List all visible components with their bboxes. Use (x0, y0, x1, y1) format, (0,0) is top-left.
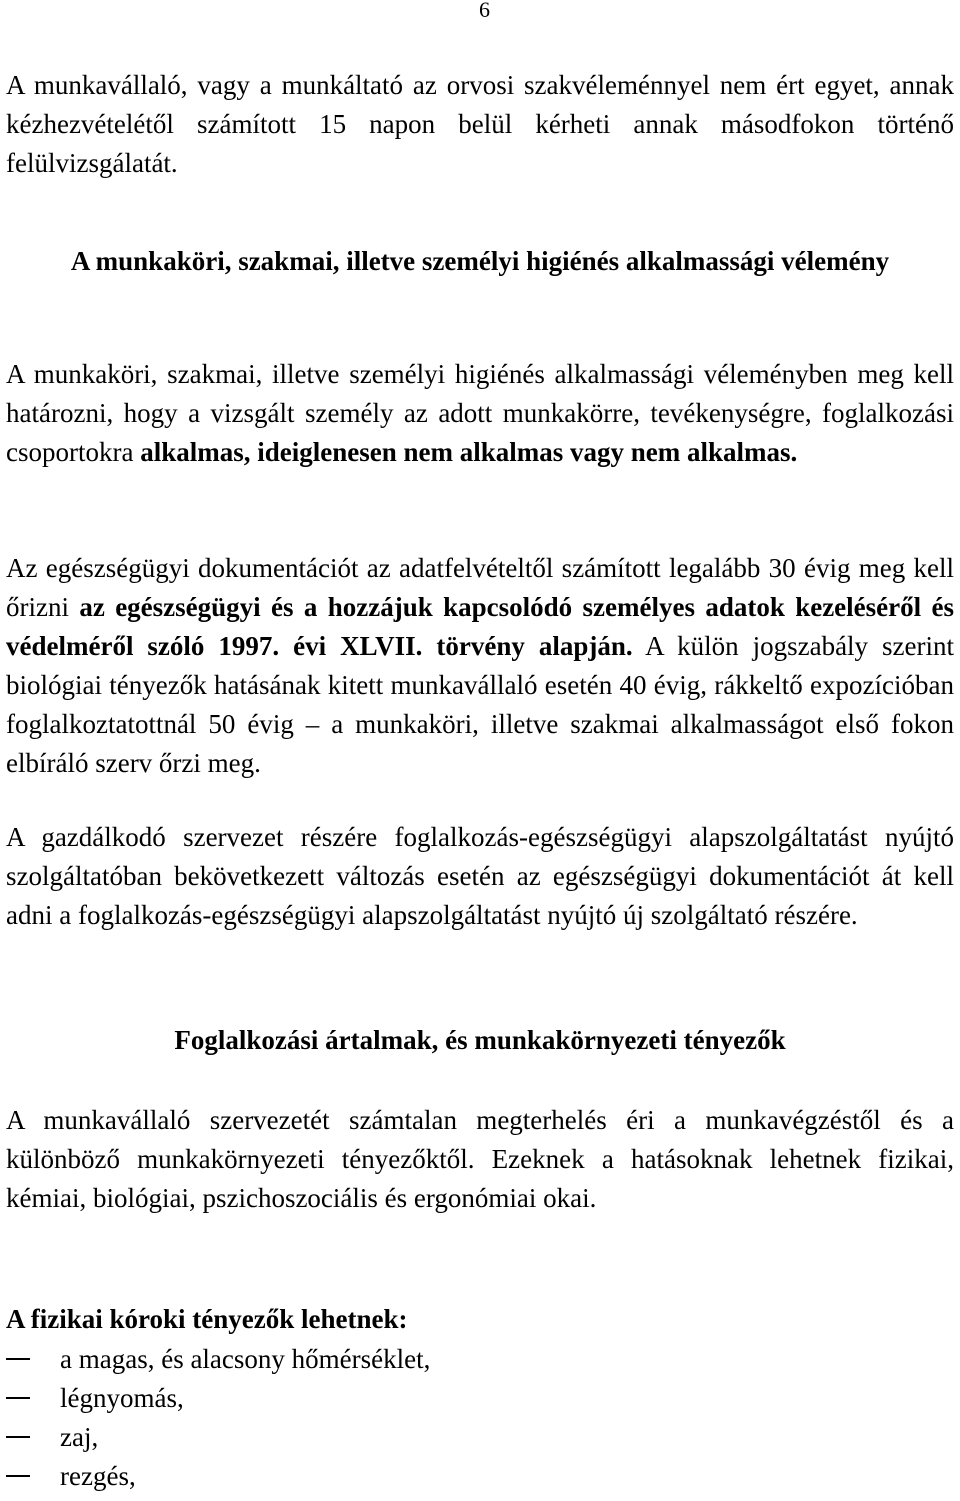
paragraph-fitness-opinion (6, 355, 954, 472)
list-item (6, 1418, 954, 1457)
physical-factors-list (6, 1340, 954, 1496)
heading-physical-factors: A fizikai kóroki tényezők lehetnek: (6, 1304, 408, 1334)
list-item (6, 1379, 954, 1418)
heading-fitness-opinion: A munkaköri, szakmai, illetve személyi higiénés alkalmassági vélemény (70, 246, 890, 276)
paragraph-appeal: A munkavállaló, vagy a munkáltató az orvosi szakvéleménnyel nem ért egyet, annak kézhezvételétől számított 15 napon belül kérheti annak másodfokon történő felülvizsgálatát. (6, 70, 954, 178)
dash-bullet-icon (6, 1436, 30, 1438)
paragraph-text: A munkaköri, szakmai, illetve személyi higiénés alkalmassági véleményben meg kell határozni, hogy a vizsgált személy az adott munkakörre, tevékenységre, foglalkozási csoportokra (6, 359, 954, 467)
list-item (6, 1457, 954, 1496)
paragraph-bold-law-reference: az egészségügyi és a hozzájuk kapcsolódó személyes adatok kezeléséről és védelméről szóló 1997. évi XLVII. törvény alapján. (6, 592, 954, 661)
heading-occupational-hazards: Foglalkozási ártalmak, és munkakörnyezeti tényezők (174, 1025, 786, 1055)
paragraph-bold-text: alkalmas, ideiglenesen nem alkalmas vagy nem alkalmas. (140, 437, 798, 467)
page-number: 6 (479, 0, 490, 22)
paragraph-documentation-transfer: A gazdálkodó szervezet részére foglalkozás-egészségügyi alapszolgáltatást nyújtó szolgáltatóban bekövetkezett változás esetén az egészségügyi dokumentációt át kell adni a foglalkozás-egészségügyi alapszolgáltatást nyújtó új szolgáltató részére. (6, 822, 954, 930)
list-item-label: a magas, és alacsony hőmérséklet, (60, 1344, 431, 1374)
dash-bullet-icon (6, 1397, 30, 1399)
list-item-label: rezgés, (60, 1461, 136, 1491)
list-item-label: zaj, (60, 1422, 99, 1452)
paragraph-documentation-retention (6, 549, 954, 783)
paragraph-occupational-hazards: A munkavállaló szervezetét számtalan megterhelés éri a munkavégzéstől és a különböző munkakörnyezeti tényezőktől. Ezeknek a hatásoknak lehetnek fizikai, kémiai, biológiai, pszichoszociális és ergonómiai okai. (6, 1105, 954, 1213)
dash-bullet-icon (6, 1475, 30, 1477)
list-item (6, 1340, 954, 1379)
dash-bullet-icon (6, 1358, 30, 1360)
paragraph-text: Az egészségügyi dokumentációt az adatfelvételtől számított legalább 30 évig meg kell őrizni (6, 553, 954, 622)
paragraph-text: A külön jogszabály szerint biológiai tényezők hatásának kitett munkavállaló esetén 40 évig, rákkeltő expozícióban foglalkoztatottnál 50 évig – a munkaköri, illetve szakmai alkalmasságot első fokon elbíráló szerv őrzi meg. (6, 631, 955, 778)
list-item-label: légnyomás, (60, 1383, 184, 1413)
